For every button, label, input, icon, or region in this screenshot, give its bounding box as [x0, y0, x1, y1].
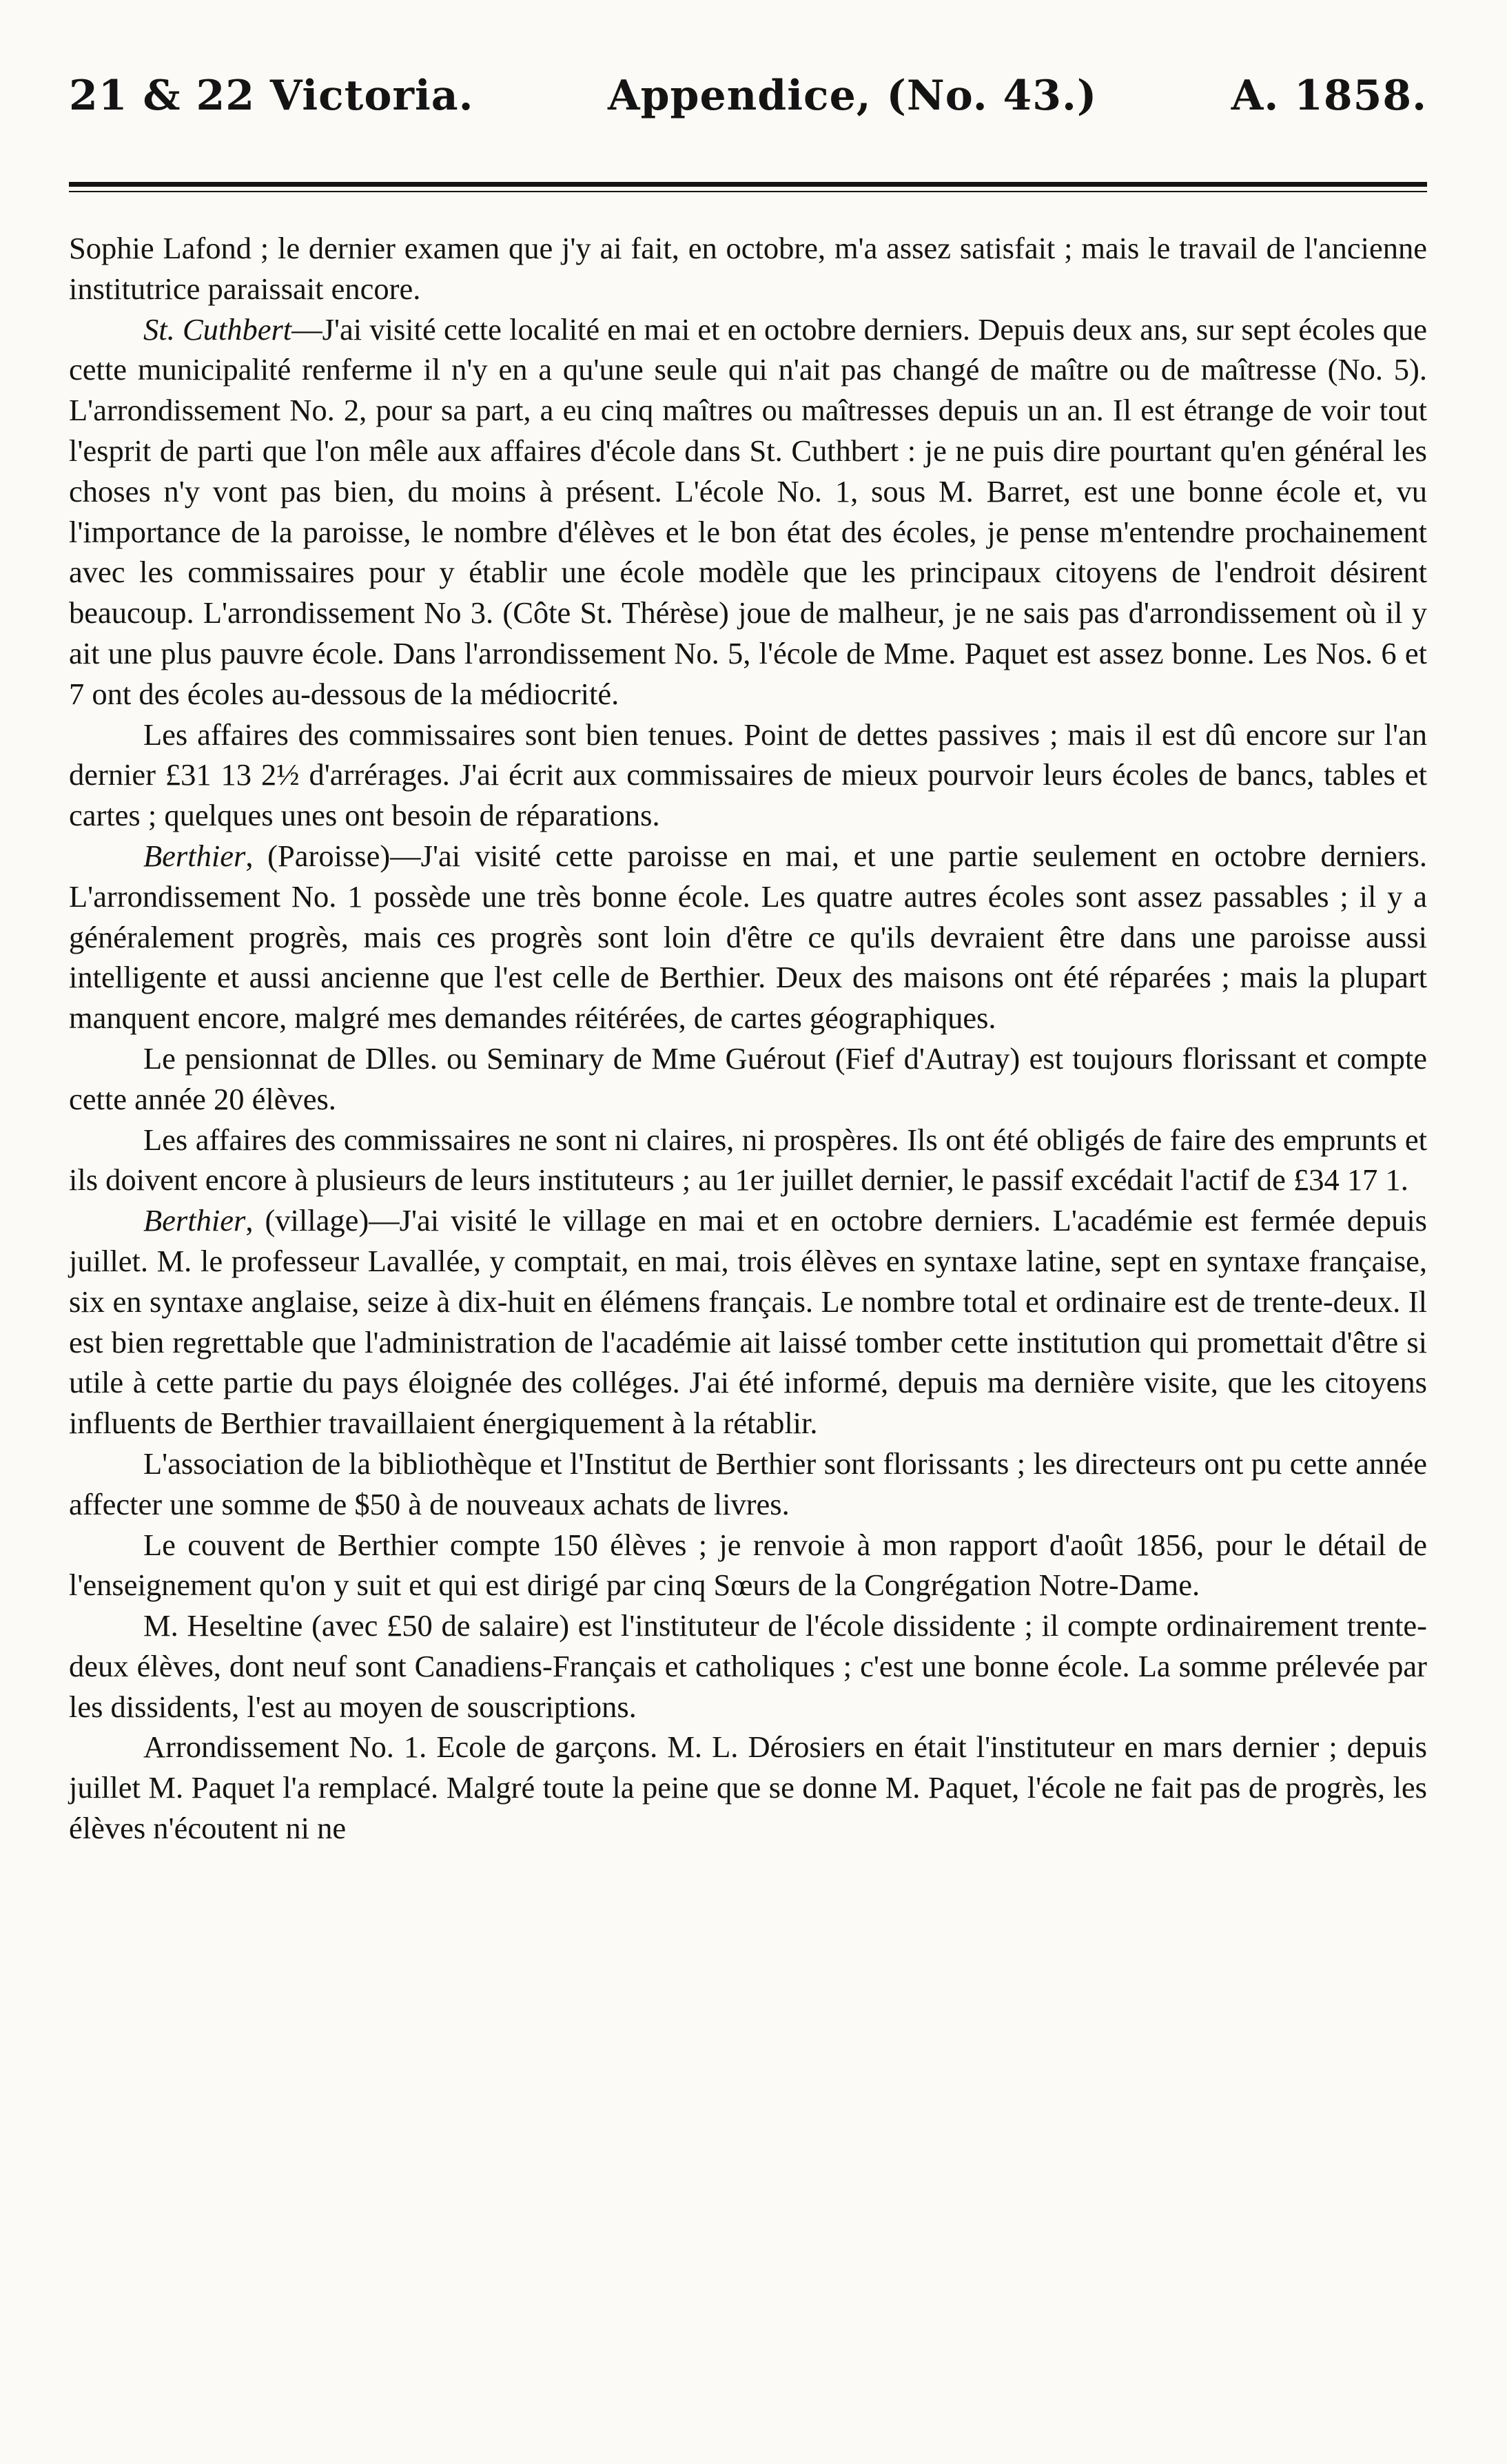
paragraph: Le pensionnat de Dlles. ou Seminary de Mme Guérout (Fief d'Autray) est toujours florissant et compte cette année 20 élèves. — [69, 1040, 1427, 1116]
paragraph: St. Cuthbert—J'ai visité cette localité en mai et en octobre derniers. Depuis deux ans, sur sept écoles que cette municipalité renferme il n'y en a qu'une seule qui n'ait pas changé de maître ou de maîtresse (No. 5). L'arrondissement No. 2, pour sa part, a eu cinq maîtres ou maîtresses depuis un an. Il est étrange de voir tout l'esprit de parti que l'on mêle aux affaires d'école dans St. Cuthbert : je ne puis dire pourtant qu'en général les choses n'y vont pas bien, du moins à présent. L'école No. 1, sous M. Barret, est une bonne école et, vu l'importance de la paroisse, le nombre d'élèves et le bon état des écoles, je pense m'entendre prochainement avec les commissaires pour y établir une école modèle que les principaux citoyens de l'endroit désirent beaucoup. L'arrondissement No 3. (Côte St. Thérèse) joue de malheur, je ne sais pas d'arrondissement où il y ait une plus pauvre école. Dans l'arrondissement No. 5, l'école de Mme. Paquet est assez bonne. Les Nos. 6 et 7 ont des écoles au-dessous de la médiocrité. — [69, 311, 1427, 711]
paragraph: Arrondissement No. 1. Ecole de garçons. M. L. Dérosiers en était l'instituteur en mars dernier ; depuis juillet M. Paquet l'a remplacé. Malgré toute la peine que se donne M. Paquet, l'école ne fait pas de progrès, les élèves n'écoutent ni ne — [69, 1729, 1427, 1846]
report-body — [69, 228, 1427, 1849]
paragraph-lead: Berthier — [143, 1203, 246, 1238]
paragraph: Les affaires des commissaires ne sont ni claires, ni prospères. Ils ont été obligés de faire des emprunts et ils doivent encore à plusieurs de leurs instituteurs ; au 1er juillet dernier, le passif excédait l'actif de £34 17 1. — [69, 1122, 1427, 1198]
paragraph: Berthier, (Paroisse)—J'ai visité cette paroisse en mai, et une partie seulement en octobre derniers. L'arrondissement No. 1 possède une très bonne école. Les quatre autres écoles sont assez passables ; il y a généralement progrès, mais ces progrès sont loin d'être ce qu'ils devraient être dans une paroisse aussi intelligente et aussi ancienne que l'est celle de Berthier. Deux des maisons ont été réparées ; mais la plupart manquent encore, malgré mes demandes réitérées, de cartes géographiques. — [69, 838, 1427, 1036]
page-header — [69, 72, 1427, 131]
header-session: 21 & 22 Victoria. — [69, 72, 474, 120]
paragraph-lead: Berthier — [143, 838, 246, 873]
paragraph: M. Heseltine (avec £50 de salaire) est l'instituteur de l'école dissidente ; il compte ordinairement trente-deux élèves, dont neuf sont Canadiens-Français et catholiques ; c'est une bonne école. La somme prélevée par les dissidents, l'est au moyen de souscriptions. — [69, 1608, 1427, 1724]
paragraph: L'association de la bibliothèque et l'Institut de Berthier sont florissants ; les directeurs ont pu cette année affecter une somme de $50 à de nouveaux achats de livres. — [69, 1446, 1427, 1521]
paragraph: Sophie Lafond ; le dernier examen que j'y ai fait, en octobre, m'a assez satisfait ; mais le travail de l'ancienne institutrice paraissait encore. — [69, 231, 1427, 306]
header-year: A. 1858. — [1231, 72, 1427, 120]
header-rule-thin — [69, 191, 1427, 192]
header-rule-thick — [69, 182, 1427, 187]
paragraph: Le couvent de Berthier compte 150 élèves ; je renvoie à mon rapport d'août 1856, pour le détail de l'enseignement qu'on y suit et qui est dirigé par cinq Sœurs de la Congrégation Notre-Dame. — [69, 1527, 1427, 1603]
header-appendix: Appendice, (No. 43.) — [608, 72, 1098, 120]
paragraph-lead: St. Cuthbert — [143, 311, 292, 347]
paragraph: Les affaires des commissaires sont bien tenues. Point de dettes passives ; mais il est dû encore sur l'an dernier £31 13 2½ d'arrérages. J'ai écrit aux commissaires de mieux pourvoir leurs écoles de bancs, tables et cartes ; quelques unes ont besoin de réparations. — [69, 717, 1427, 833]
paragraph: Berthier, (village)—J'ai visité le village en mai et en octobre derniers. L'académie est fermée depuis juillet. M. le professeur Lavallée, y comptait, en mai, trois élèves en syntaxe latine, sept en syntaxe française, six en syntaxe anglaise, seize à dix-huit en élémens français. Le nombre total et ordinaire est de trente-deux. Il est bien regrettable que l'administration de l'académie ait laissé tomber cette institution qui promettait d'être si utile à cette partie du pays éloignée des colléges. J'ai été informé, depuis ma dernière visite, que les citoyens influents de Berthier travaillaient énergiquement à la rétablir. — [69, 1203, 1427, 1441]
